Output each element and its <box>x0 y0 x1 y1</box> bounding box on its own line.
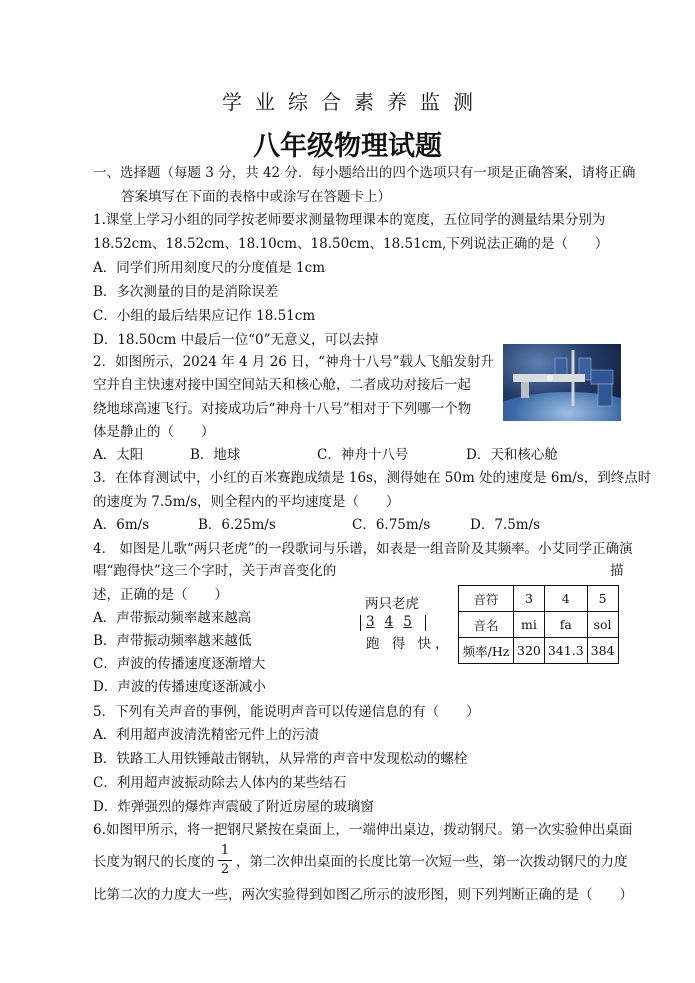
frequency-table <box>458 585 619 664</box>
q5-option-d: D．炸弹强烈的爆炸声震破了附近房屋的玻璃窗 <box>93 799 374 815</box>
table-cell: sol <box>587 612 618 638</box>
q5-stem: 5．下列有关声音的事例，能说明声音可以传递信息的有（ ） <box>93 704 480 720</box>
q1-option-d: D．18.50cm 中最后一位“0”无意义，可以去掉 <box>93 332 379 348</box>
q6-stem-line3: 比第二次的力度大一些，两次实验得到如图乙所示的波形图，则下列判断正确的是（ ） <box>93 887 633 903</box>
q1-stem-line1: 1.课堂上学习小组的同学按老师要求测量物理课本的宽度，五位同学的测量结果分别为 <box>93 212 606 228</box>
q6-stem-line2b: ，第二次伸出桌面的长度比第一次短一些，第一次拨动钢尺的力度 <box>236 854 628 870</box>
song-note: 5 <box>403 614 412 630</box>
exam-subtitle: 学业综合素养监测 <box>222 90 486 114</box>
section-instructions-line1: 一、选择题（每题 3 分，共 42 分．每小题给出的四个选项只有一项是正确答案，请将正确 <box>93 165 636 181</box>
table-cell: 3 <box>514 586 545 612</box>
q5-option-a: A．利用超声波清洗精密元件上的污渍 <box>93 727 319 743</box>
q4-stem-line1: 4． 如图是儿歌“两只老虎”的一段歌词与乐谱，如表是一组音阶及其频率。小艾同学正确演 <box>93 541 633 557</box>
q2-option-d: D．天和核心舱 <box>466 447 558 463</box>
q4-stem-line2: 唱“跑得快”这三个字时，关于声音变化的 <box>93 563 337 579</box>
table-cell: fa <box>544 612 587 638</box>
q3-stem-line2: 的速度为 7.5m/s，则全程内的平均速度是（ ） <box>93 494 400 510</box>
song-note: 3 <box>366 614 375 630</box>
section-instructions-line2: 答案填写在下面的表格中或涂写在答题卡上） <box>121 189 391 205</box>
q3-option-a: A．6m/s <box>93 517 150 533</box>
song-title: 两只老虎 <box>365 596 419 612</box>
fraction-denominator: 2 <box>220 862 230 877</box>
q2-stem-line4: 体是静止的（ ） <box>93 424 215 440</box>
q4-stem-line2-end: 描 <box>610 563 624 579</box>
q2-stem-line1: 2．如图所示，2024 年 4 月 26 日，“神舟十八号”载人飞船发射升 <box>93 354 494 370</box>
q6-stem-line1: 6.如图甲所示，将一把钢尺紧按在桌面上，一端伸出桌边，拨动钢尺。第一次实验伸出桌面 <box>93 822 633 838</box>
q4-option-a: A．声带振动频率越来越高 <box>93 610 252 626</box>
q1-option-b: B．多次测量的目的是消除误差 <box>93 284 279 300</box>
table-cell: 341.3 <box>544 638 587 664</box>
song-lyrics: 跑 得 快， <box>366 636 453 652</box>
q2-option-c: C．神舟十八号 <box>317 447 409 463</box>
q4-option-c: C．声波的传播速度逐渐增大 <box>93 656 266 672</box>
table-cell: mi <box>514 612 545 638</box>
q4-stem-line3: 述，正确的是（ ） <box>93 587 228 603</box>
song-note: 4 <box>384 614 394 630</box>
q4-option-d: D．声波的传播速度逐渐减小 <box>93 679 266 695</box>
q1-stem-line2: 18.52cm、18.52cm、18.10cm、18.50cm、18.51cm,下列说法正确的是（ ） <box>93 236 609 252</box>
q2-option-a: A．太阳 <box>93 447 144 463</box>
q2-stem-line2: 空并自主快速对接中国空间站天和核心舱，二者成功对接后一起 <box>93 377 471 393</box>
table-row <box>459 638 619 664</box>
q3-option-b: B．6.25m/s <box>198 517 276 533</box>
q2-option-b: B．地球 <box>190 447 241 463</box>
table-cell: 音名 <box>459 612 514 638</box>
fraction-numerator: 1 <box>220 843 230 858</box>
table-row <box>459 612 619 638</box>
q1-option-c: C．小组的最后结果应记作 18.51cm <box>93 308 316 324</box>
table-cell: 384 <box>587 638 618 664</box>
table-cell: 4 <box>544 586 587 612</box>
q6-stem-line2a: 长度为钢尺的长度的 <box>93 854 215 870</box>
song-notes <box>360 614 426 631</box>
q3-option-c: C．6.75m/s <box>352 517 431 533</box>
q3-stem-line1: 3．在体育测试中，小红的百米赛跑成绩是 16s，测得她在 50m 处的速度是 6m/s，到终点时 <box>93 470 652 486</box>
q5-option-c: C．利用超声波振动除去人体内的某些结石 <box>93 775 347 791</box>
table-cell: 音符 <box>459 586 514 612</box>
table-cell: 320 <box>514 638 545 664</box>
space-station-image <box>503 344 621 421</box>
q4-option-b: B．声带振动频率越来越低 <box>93 633 252 649</box>
fraction-one-half <box>218 843 232 878</box>
q2-stem-line3: 绕地球高速飞行。对接成功后“神舟十八号”相对于下列哪一个物 <box>93 401 472 417</box>
table-cell: 频率/Hz <box>459 638 514 664</box>
q5-option-b: B．铁路工人用铁锤敲击钢轨，从异常的声音中发现松动的螺栓 <box>93 751 468 767</box>
q3-option-d: D．7.5m/s <box>470 517 541 533</box>
table-cell: 5 <box>587 586 618 612</box>
q1-option-a: A．同学们所用刻度尺的分度值是 1cm <box>93 260 325 276</box>
exam-title: 八年级物理试题 <box>253 131 442 162</box>
table-row <box>459 586 619 612</box>
